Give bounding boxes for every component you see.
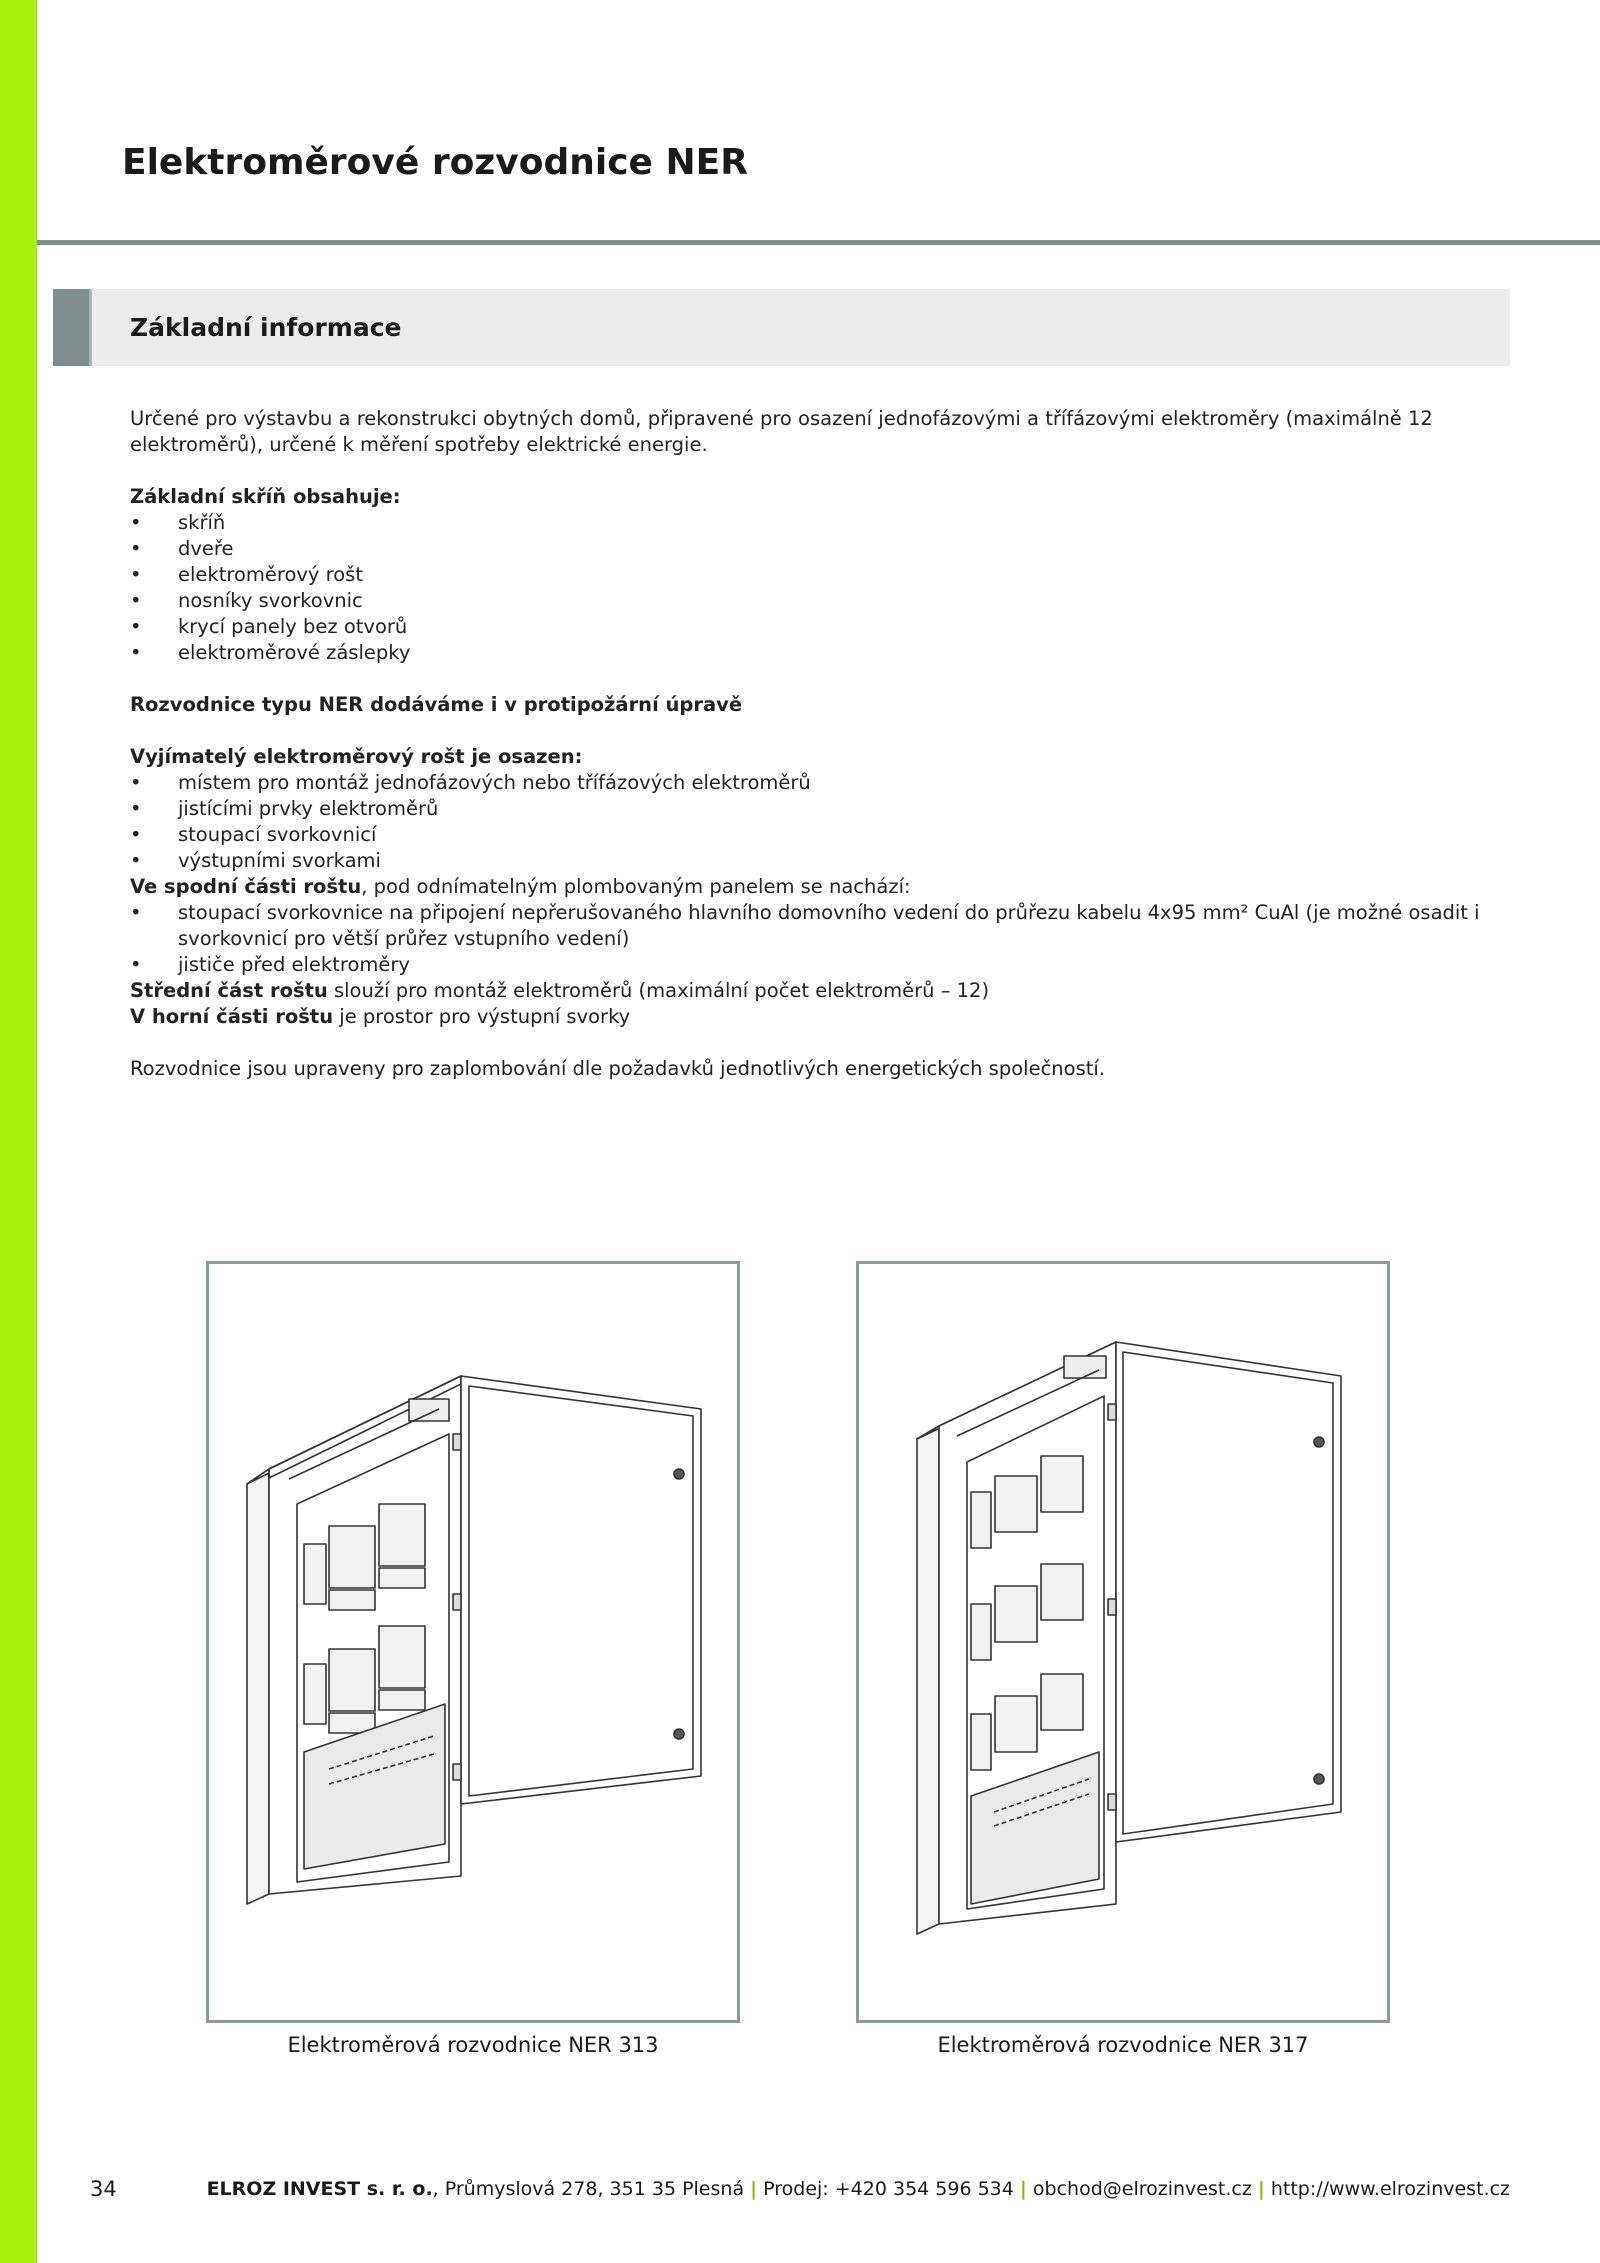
footer-contact: ELROZ INVEST s. r. o., Průmyslová 278, 351 35 Plesná | Prodej: +420 354 596 534 | obchod@elrozinvest.cz | http://www.elrozinvest.cz (206, 2178, 1510, 2200)
lower-part-paragraph: Ve spodní části roštu, pod odnímatelným plombovaným panelem se nachází: (130, 875, 911, 898)
list-item: • stoupací svorkovnice na připojení nepřerušovaného hlavního domovního vedení do průřezu kabelu 4x95 mm² CuAl (je možné osadit i svorkovnicí pro větší průřez vstupního vedení) (130, 901, 1480, 950)
list-item: • jističe před elektroměry (130, 953, 410, 976)
page-title: Elektroměrové rozvodnice NER (122, 142, 748, 183)
phone-number: Prodej: +420 354 596 534 (763, 2178, 1014, 2200)
section-marker (53, 289, 92, 366)
website-link[interactable]: http://www.elrozinvest.cz (1270, 2178, 1510, 2200)
product-image-ner-313 (206, 1261, 740, 2023)
title-divider (37, 240, 1600, 245)
side-accent-bar (0, 0, 37, 2263)
email-link[interactable]: obchod@elrozinvest.cz (1032, 2178, 1252, 2200)
intro-paragraph: Určené pro výstavbu a rekonstrukci obytných domů, připravené pro osazení jednofázovými a třífázovými elektroměry (maximálně 12 elektroměrů), určené k měření spotřeby elektrické energie. (130, 407, 1433, 456)
cabinet-illustration (859, 1264, 1393, 2026)
cabinet-illustration (209, 1264, 743, 2026)
section-header (53, 289, 1510, 366)
upper-part-paragraph: V horní části roštu je prostor pro výstupní svorky (130, 1005, 631, 1028)
list-item: • výstupními svorkami (130, 849, 381, 872)
main-content (130, 406, 1510, 1082)
figure-caption: Elektroměrová rozvodnice NER 313 (287, 2033, 659, 2057)
closing-paragraph: Rozvodnice jsou upraveny pro zaplombování dle požadavků jednotlivých energetických společností. (130, 1057, 1105, 1080)
basic-box-heading: Základní skříň obsahuje: (130, 485, 401, 508)
page-number: 34 (90, 2177, 117, 2201)
list-item: • elektroměrový rošt (130, 563, 363, 586)
list-item: • stoupací svorkovnicí (130, 823, 377, 846)
lower-part-list (130, 900, 1510, 978)
middle-part-paragraph: Střední část roštu slouží pro montáž elektroměrů (maximální počet elektroměrů – 12) (130, 979, 990, 1002)
fire-protection-note: Rozvodnice typu NER dodáváme i v protipožární úpravě (130, 693, 743, 716)
company-address: , Průmyslová 278, 351 35 Plesná (432, 2178, 745, 2200)
product-image-ner-317 (856, 1261, 1390, 2023)
rack-heading: Vyjímatelý elektroměrový rošt je osazen: (130, 745, 583, 768)
list-item: • krycí panely bez otvorů (130, 615, 408, 638)
list-item: • skříň (130, 511, 226, 534)
list-item: • jistícími prvky elektroměrů (130, 797, 439, 820)
company-name: ELROZ INVEST s. r. o. (206, 2178, 433, 2200)
list-item: • elektroměrové záslepky (130, 641, 411, 664)
list-item: • místem pro montáž jednofázových nebo třífázových elektroměrů (130, 771, 811, 794)
figure-caption: Elektroměrová rozvodnice NER 317 (937, 2033, 1309, 2057)
rack-list (130, 770, 1510, 874)
section-title: Základní informace (130, 313, 402, 342)
list-item: • dveře (130, 537, 234, 560)
basic-box-list (130, 510, 1510, 666)
list-item: • nosníky svorkovnic (130, 589, 363, 612)
